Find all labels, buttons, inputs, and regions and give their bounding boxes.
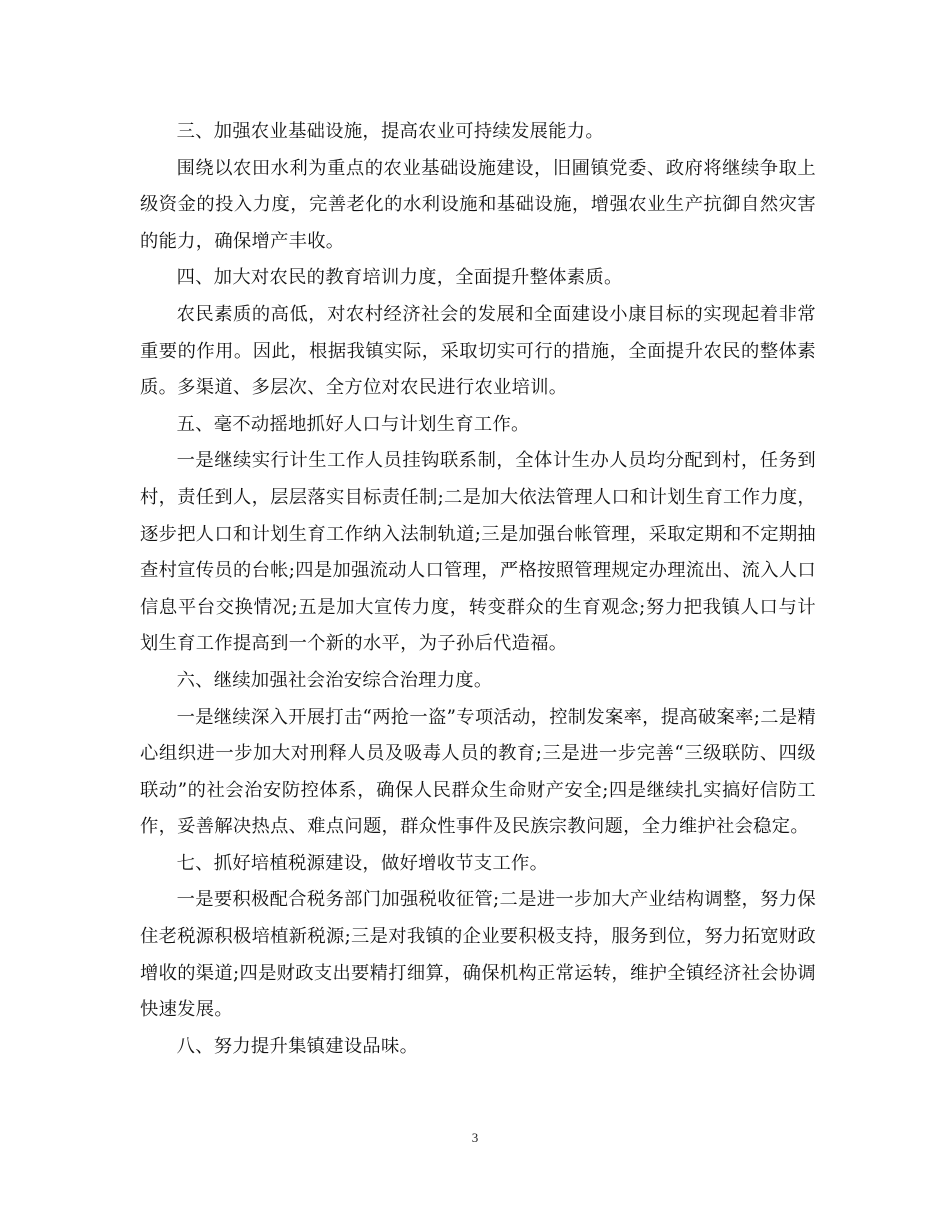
body-paragraph: 围绕以农田水利为重点的农业基础设施建设，旧圃镇党委、政府将继续争取上级资金的投入力度，完善老化的水利设施和基础设施，增强农业生产抗御自然灾害的能力，确保增产丰收。 [140, 157, 816, 252]
section-heading-5: 五、毫不动摇地抓好人口与计划生育工作。 [176, 413, 530, 435]
document-body [140, 114, 816, 1065]
body-paragraph: 一是要积极配合税务部门加强税收征管;二是进一步加大产业结构调整，努力保住老税源积极培植新税源;三是对我镇的企业要积极支持，服务到位，努力拓宽财政增收的渠道;四是财政支出要精打细算，确保机构正常运转，维护全镇经济社会协调快速发展。 [140, 889, 816, 1021]
section-heading-3: 三、加强农业基础设施，提高农业可持续发展能力。 [176, 121, 604, 142]
section-heading-7: 七、抓好培植税源建设，做好增收节支工作。 [176, 852, 549, 874]
section-heading-8: 八、努力提升集镇建设品味。 [176, 1035, 419, 1057]
body-paragraph: 一是继续实行计生工作人员挂钩联系制，全体计生办人员均分配到村，任务到村，责任到人，层层落实目标责任制;二是加大依法管理人口和计划生育工作力度，逐步把人口和计划生育工作纳入法制轨道;三是加强台帐管理，采取定期和不定期抽查村宣传员的台帐;四是加强流动人口管理，严格按照管理规定办理流出、流入人口信息平台交换情况;五是加大宣传力度，转变群众的生育观念;努力把我镇人口与计划生育工作提高到一个新的水平，为子孙后代造福。 [140, 450, 816, 655]
body-paragraph: 一是继续深入开展打击“两抢一盗”专项活动，控制发案率，提高破案率;二是精心组织进一步加大对刑释人员及吸毒人员的教育;三是进一步完善“三级联防、四级联动”的社会治安防控体系，确保人民群众生命财产安全;四是继续扎实搞好信防工作，妥善解决热点、难点问题，群众性事件及民族宗教问题，全力维护社会稳定。 [140, 706, 816, 838]
section-heading-6: 六、继续加强社会治安综合治理力度。 [176, 669, 493, 691]
body-paragraph: 农民素质的高低，对农村经济社会的发展和全面建设小康目标的实现起着非常重要的作用。因此，根据我镇实际，采取切实可行的措施，全面提升农民的整体素质。多渠道、多层次、全方位对农民进行农业培训。 [140, 303, 816, 399]
page-number: 3 [471, 1130, 479, 1145]
section-heading-4: 四、加大对农民的教育培训力度，全面提升整体素质。 [176, 267, 623, 289]
